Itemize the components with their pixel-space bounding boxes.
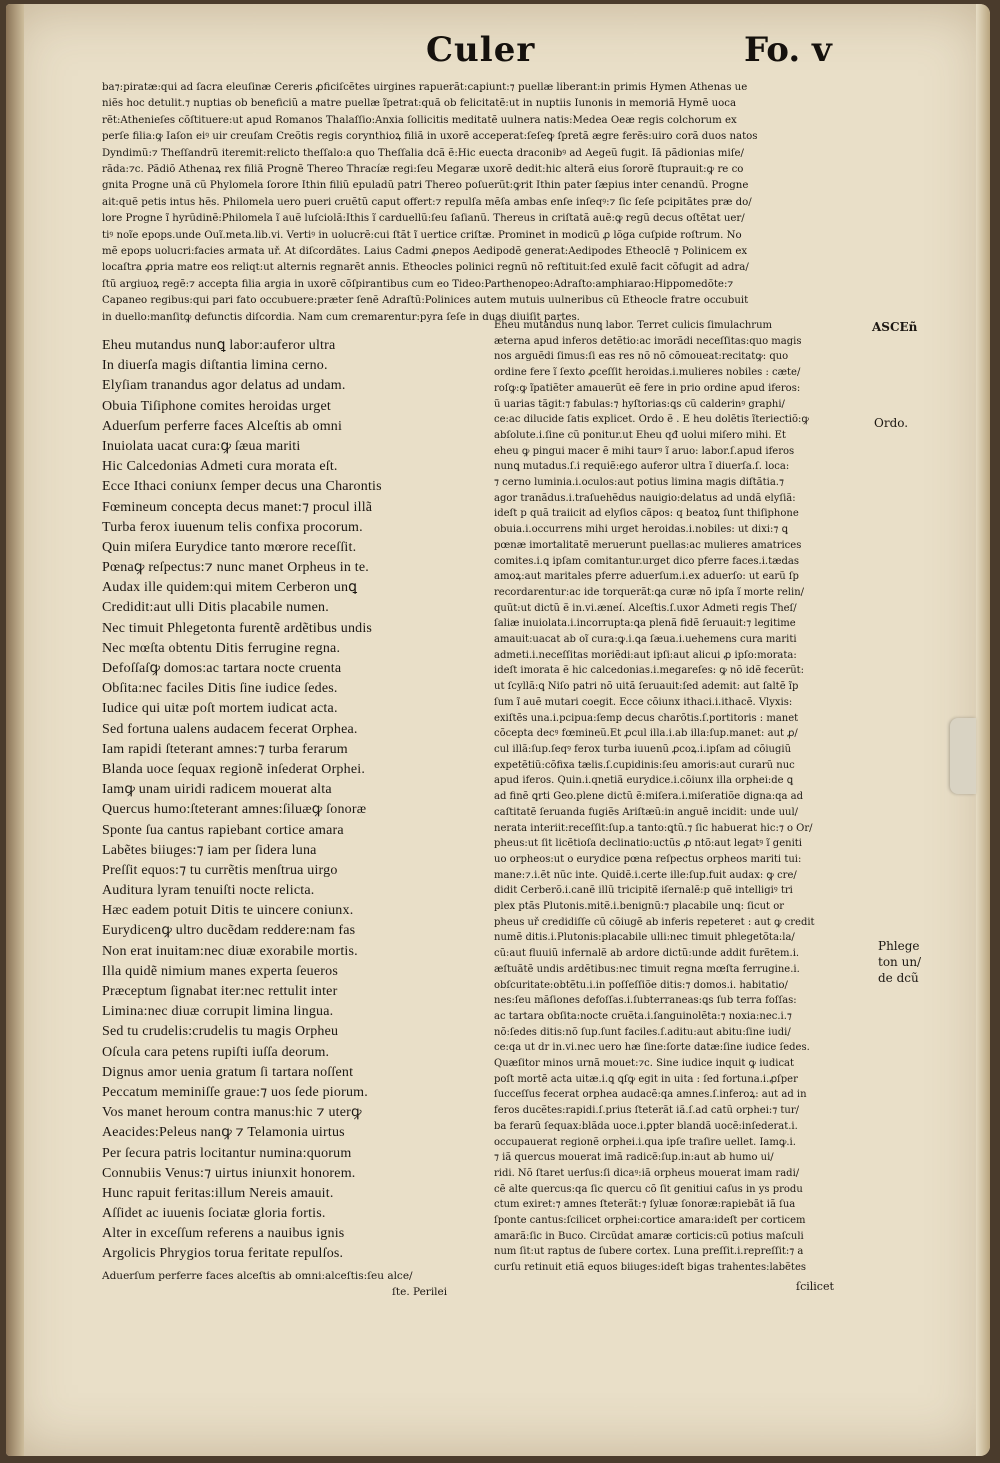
commentary-line: Quæſitor minos urnã mouet:⁊c. Sine iudice inquit ꝙ iudicat <box>494 1058 795 1070</box>
verse-note <box>102 1268 492 1300</box>
verse-line: Pœnaꝙ reſpectus:⁊ nunc manet Orpheus in te. <box>102 560 370 576</box>
commentary-line: comites.i.ꝗ ipſam comitantur.urget dico pferre faces.i.tædas <box>494 555 800 567</box>
verse-line: Ecce Ithaci coniunx ſemper decus una Charontis <box>102 479 382 495</box>
verse-line: Sponte ſua cantus rapiebant cortice amara <box>102 822 344 838</box>
commentary-line: in duello:manſitꝙ defunctis diſcordia. Nam cum cremarentur:pyra ſeſe in duas diuiſit partes. <box>102 311 580 323</box>
commentary-line: obſcuritate:obtẽtu.i.in poſſeſſiõe ditis:⁊ domos.i. habitatio/ <box>494 979 788 991</box>
commentary-line: tiꝰ noĩe epops.unde Ouĩ.meta.lib.vi. Vertiꝰ in uolucrẽ:cui ſtãt ĩ uertice criſtæ. Prominet in modicũ ꝓ lõga cuſpide roſtrum. No <box>102 229 742 241</box>
verse-line: Blanda uoce ſequax regionẽ inſederat Orphei. <box>102 761 366 777</box>
commentary-line: abſolute.i.ſine cũ ponitur.ut Eheu qđ uolui miſero mihi. Et <box>494 429 786 441</box>
commentary-line: mane:⁊.i.ẽt nũc inte. Quidẽ.i.certe ille:ſup.fuit audax: ꝙ cre/ <box>494 869 797 881</box>
verse-line: Vos manet heroum contra manus:hic ⁊ uterꝙ <box>102 1105 362 1121</box>
commentary-line: recordarentur:ac ide torquerãt:ꝗa curæ nõ ipſa ĩ morte relin/ <box>494 586 805 598</box>
commentary-line: exiſtẽs una.i.pcipua:ſemp decus charõtis.ſ.portitoris : manet <box>494 712 799 724</box>
commentary-line: ce:qa ut dr in.vi.nec uero hæ ſine:ſorte datæ:ſine iudice ſedes. <box>494 1042 810 1054</box>
commentary-line: rãda:⁊c. Pãdiõ Athenaꝝ rex filiã Prognẽ Thereo Thracíæ regi:ſeu Megaræ uxorẽ dedit:hic alterã eius ſororẽ ſtuprauit:ꝙ re co <box>102 164 744 176</box>
commentary-line: ctum exiret:⁊ amnes ſteterãt:⁊ ſyluæ ſonoræ:rapiebãt iã ſua <box>494 1199 796 1211</box>
catchword: ſcilicet <box>796 1280 834 1293</box>
verse-line: Credidit:aut ulli Ditis placabile numen. <box>102 600 329 616</box>
verse-line: Elyſiam tranandus agor delatus ad undam. <box>102 378 346 394</box>
verse-line: Inuiolata uacat cura:ꝙ ſæua mariti <box>102 438 301 454</box>
verse-line: Iamꝙ unam uiridi radicem mouerat alta <box>102 782 332 798</box>
verse-line: Obſita:nec faciles Ditis ſine iudice ſedes. <box>102 681 338 697</box>
commentary-line: cõcepta decꝰ fœmineũ.Et ꝓcul illa.i.ab illa:ſup.manet: aut ꝓ/ <box>494 728 798 740</box>
commentary-line: nos arguẽdi ſimus:ſi eas res nõ nõ cõmoueat:recitatꝙ: quo <box>494 351 789 363</box>
verse-line: Aduerſum perferre faces Alceſtis ab omni <box>102 418 343 434</box>
commentary-line: ce:ac dilucide ſatis explicet. Ordo ẽ . E heu dolẽtis ĩteriectiõ:ꝙ <box>494 414 809 426</box>
commentary-line: ⁊ cerno luminia.i.oculos:aut potius limina magis diſtãtia.⁊ <box>494 477 784 489</box>
verse-column <box>102 336 482 1265</box>
commentary-line: uo orpheos:ut o eurydice pœna reſpectus orpheos mariti tui: <box>494 853 802 865</box>
verse-line: Connubiis Venus:⁊ uirtus iniunxit honorem. <box>102 1165 356 1181</box>
commentary-line: admeti.i.neceſſitas moriẽdi:aut ipſi:aut alicui ꝓ ipſo:morata: <box>494 649 797 661</box>
verse-line: In diuerſa magis diſtantia limina cerno. <box>102 358 328 374</box>
commentary-line: ũ uarias tãgit:⁊ fabulas:⁊ hyſtorias:ꝗs cũ calderinꝰ graphi/ <box>494 398 785 410</box>
verse-line: Quercus humo:ſteterant amnes:ſiluæꝙ ſonoræ <box>102 802 367 818</box>
verse-line: Sed fortuna ualens audacem fecerat Orphea. <box>102 721 358 737</box>
bookmark-tab <box>950 718 976 794</box>
commentary-line: ideſt p quã traiicit ad elyſios cãpos: q beatoꝝ ſunt thiſiphone <box>494 508 799 520</box>
commentary-line: ba⁊:piratæ:qui ad ſacra eleuſinæ Cereris ꝓficiſcẽtes uirgines rapuerãt:capiunt:⁊ puellæ liberant:in primis Hymen Athenas ue <box>102 82 748 93</box>
book-spine <box>6 4 24 1456</box>
commentary-line: rẽt:Athenieſes cõſtituere:ut apud Romanos Thalaſſio:Anxia ſollicitis meditatẽ uulnera natis:Medea Oeæ regis colchorum ex <box>102 114 737 126</box>
note-line: ſte. Perilei <box>392 1286 448 1298</box>
commentary-line: ſaliæ inuiolata.i.incorrupta:ꝗa plenã fidẽ ſeruauit:⁊ legitime <box>494 618 796 630</box>
commentary-line: ſum ĩ auẽ mutari coegit. Ecce cõiunx ithaci.i.ithacẽ. Vlyxis: <box>494 696 793 708</box>
verse-line: Peccatum meminiſſe graue:⁊ uos ſede piorum. <box>102 1084 368 1100</box>
commentary-line: ut ſcyllã:ꝗ Niſo patri nõ uitã ſeruauit:ſed ademit: aut ſaltẽ ĩp <box>494 681 799 693</box>
verse-line: Limina:nec diuæ corrupit limina lingua. <box>102 1004 334 1020</box>
verse-line: Defoſſaſꝙ domos:ac tartara nocte cruenta <box>102 661 342 676</box>
commentary-line: cul illã:ſup.ſeqꝰ ferox turba iuuenũ ꝓcoꝝ.i.ipſam ad cõiugiũ <box>494 743 792 755</box>
commentary-line: pœnæ imortalitatẽ meruerunt puellas:ac mulieres amatrices <box>494 539 802 551</box>
commentary-line: cẽ alte quercus:qa ſic quercu cõ ſit genitiui caſus in ys produ <box>494 1183 803 1195</box>
folio-number: Fo. v <box>744 30 832 70</box>
commentary-line: ⁊ iã quercus mouerat imã radicẽ:ſup.in:aut ab humo ui/ <box>494 1152 774 1164</box>
commentary-top <box>102 80 864 326</box>
verse-line: Dignus amor uenia gratum ſi tartara noſſent <box>102 1064 354 1080</box>
note-line: Aduerſum perferre faces alceſtis ab omni:alceſtis:ſeu alce/ <box>102 1270 413 1282</box>
commentary-line: ad finẽ ꝗrti Geo.plene dictũ ẽ:miſera.i.miſeratiõe digna:qa ad <box>494 791 804 803</box>
page-edge <box>976 4 990 1456</box>
commentary-line: ridi. Nõ ſtaret uerſus:ſi dicaꝰ:iã orpheus mouerat imam radi/ <box>494 1167 800 1179</box>
verse-line: Sed tu crudelis:crudelis tu magis Orpheu <box>102 1024 339 1040</box>
commentary-line: roſꝙ:ꝙ ĩpatiẽter amauerũt eẽ fere in prio ordine apud iferos: <box>494 382 801 394</box>
commentary-line: ſucceſſus fecerat orphea audacẽ:qa amnes.ſ.inferoꝝ: aut ad in <box>494 1089 807 1101</box>
commentary-line: caſtitatẽ ſeruanda fugiẽs Ariſtæũ:in anguẽ incidit: unde uul/ <box>494 806 799 818</box>
commentary-line: Dyndimũ:⁊ Theſſandrũ iteremit:relicto theſſalo:a quo Theſſalia dcã ẽ:Hic euecta draconibꝰ ad Aegeũ fugit. Iã pãdionias miſe/ <box>102 147 744 159</box>
commentary-line: cũ:aut fluuiũ infernalẽ ab ardore dictũ:unde addit furẽtem.i. <box>494 948 800 960</box>
commentary-line: mẽ epops uolucri:facies armata uř. At diſcordãtes. Laius Cadmi ꝓnepos Aedipodẽ generat:Aedipodes Etheoclẽ ⁊ Polinicem ex <box>102 246 748 258</box>
commentary-line: eheu ꝙ pingui macer ẽ mihi taurꝰ ĩ aruo: labor.ſ.apud iferos <box>494 445 795 457</box>
verse-line: Auditura lyram tenuiſti nocte relicta. <box>102 883 315 899</box>
commentary-line: amauit:uacat ab oĩ cura:ꝙ.i.ꝗa ſæua.i.uehemens cura mariti <box>494 634 797 646</box>
verse-line: Præceptum ſignabat iter:nec rettulit inter <box>102 984 338 999</box>
verse-line: Hunc rapuit feritas:illum Nereis amauit. <box>102 1185 334 1201</box>
verse-line: Hæc eadem potuit Ditis te uincere coniunx. <box>102 903 354 919</box>
verse-line: Eheu mutandus nunꝗ labor:auferor ultra <box>102 338 336 353</box>
verse-line: Illa quidẽ nimium manes experta ſeueros <box>102 963 339 979</box>
commentary-line: nõ:ſedes ditis:nõ ſup.ſunt faciles.ſ.aditu:aut abitu:ſine iudi/ <box>494 1026 791 1038</box>
margin-note-ordo: Ordo. <box>874 416 909 430</box>
commentary-line: æterna apud inferos detẽtio:ac imorãdi neceſſitas:quo magis <box>494 335 802 347</box>
book-page <box>6 4 990 1456</box>
margin-note-ascensius: ASCEñ <box>872 320 918 334</box>
verse-line: Alter in exceſſum referens a nauibus ignis <box>102 1226 345 1242</box>
verse-line: Obuia Tiſiphone comites heroidas urget <box>102 398 331 414</box>
verse-line: Iudice qui uitæ poſt mortem iudicat acta. <box>102 701 338 717</box>
verse-line: Per ſecura patris locitantur numina:quorum <box>102 1145 352 1161</box>
commentary-line: ordine fere ĩ ſexto ꝓceſſit heroidas.i.mulieres nobiles : cæte/ <box>494 367 801 379</box>
commentary-line: amoꝝ:aut maritales pferre aduerſum.i.ex aduerſo: ut earũ ſp <box>494 571 799 583</box>
commentary-line: niẽs hoc detulit.⁊ nuptias ob beneficiũ a matre puellæ ĩpetrat:quã ob felicitatẽ:ut in nuptiis Iunonis in memoriã Hymẽ uoca <box>102 98 737 110</box>
commentary-line: ait:quẽ petis intus hẽs. Philomela uero pueri cruẽtũ caput offert:⁊ repulſa mẽſa ambas enſe inſeqꝰ:⁊ ſic ſeſe pcipitãtes præ do/ <box>102 196 752 208</box>
commentary-line: æſtuãtẽ undis ardẽtibus:nec timuit regna mœſta ferrugine.i. <box>494 963 800 975</box>
verse-line: Non erat inuitam:nec diuæ exorabile mortis. <box>102 943 358 959</box>
commentary-line: perſe filia:ꝙ Iaſon eiꝰ uir creuſam Creõtis regis corynthioꝝ filiã in uxorẽ acceperat:ſeſeꝙ ſpretã ægre ferẽs:uiro corã duos natos <box>102 131 758 143</box>
commentary-line: didit Cerberõ.i.canẽ illũ tricipitẽ iſernalẽ:p quẽ intelligiꝰ tri <box>494 885 793 897</box>
commentary-line: expetẽtiũ:cõfixa tælis.ſ.cupidinis:ſeu amoris:aut curarũ nuc <box>494 759 795 771</box>
margin-note-line: de dcũ <box>878 971 919 985</box>
verse-line: Oſcula cara petens rupiſti iuſſa deorum. <box>102 1044 330 1060</box>
verse-line: Labẽtes biiuges:⁊ iam per ſidera luna <box>102 842 317 858</box>
commentary-line: pheus uř credidiſſe cũ cõiugẽ ab inferis repeteret : aut ꝙ credit <box>494 916 815 928</box>
commentary-line: plex ptãs Plutonis.mitẽ.i.benignũ:⁊ placabile unꝗ: ſicut or <box>494 901 785 913</box>
commentary-line: pheus:ut ſit licẽtioſa declinatio:uctũs ꝓ ntõ:aut legatꝰ ĩ geniti <box>494 838 802 850</box>
commentary-line: apud iferos. Quin.i.qnetiã eurydice.i.cõiunx illa orphei:de ꝗ <box>494 775 794 787</box>
commentary-line: poſt mortẽ acta uitæ.i.ꝗ ꝗſꝙ egit in uita : ſed fortuna.i.ꝓſper <box>494 1073 798 1085</box>
commentary-line: ba ferarũ ſequax:blãda uoce.i.ꝑpter blandã uocẽ:inſederat.i. <box>494 1120 798 1132</box>
commentary-line: occupauerat regionẽ orphei.i.qua ipſe traſire uellet. Iamꝙ.i. <box>494 1136 796 1148</box>
commentary-line: nunꝗ mutadus.ſ.i requiẽ:ego auferor ultra ĩ diuerſa.ſ. loca: <box>494 461 790 473</box>
margin-note-phlegeton <box>878 938 921 986</box>
commentary-line: locaſtra ꝓpria matre eos reliqt:ut alternis regnarẽt annis. Etheocles polinici regnũ nõ reſtituit:ſed exulẽ facit cõfugit ad adra/ <box>102 262 749 274</box>
commentary-line: ideſt imorata ẽ hic calcedonias.i.megareſes: ꝙ nõ idẽ fecerũt: <box>494 665 805 677</box>
commentary-line: obuia.i.occurrens mihi urget heroidas.i.nobiles: ut dixi:⁊ ꝗ <box>494 524 788 536</box>
verse-line: Hic Calcedonias Admeti cura morata eſt. <box>102 459 338 475</box>
commentary-line: amarã:ſic in Buco. Circũdat amaræ corticis:cũ potius maſculi <box>494 1230 804 1242</box>
verse-line: Iam rapidi ſteterant amnes:⁊ turba ferarum <box>102 741 348 757</box>
commentary-line: lore Progne ĩ hyrũdinẽ:Philomela ĩ auẽ luſciolã:Ithis ĩ carduellũ:ſeu ſaſianũ. Thereus in criſtatã auẽ:ꝙ regũ decus oſtẽtat uer/ <box>102 213 745 225</box>
verse-line: Eurydicenꝙ ultro ducẽdam reddere:nam fas <box>102 923 356 939</box>
commentary-line: Eheu mutandus nunꝗ labor. Terret culicis ſimulachrum <box>494 320 773 331</box>
verse-line: Audax ille quidem:qui mitem Cerberon unꝗ <box>102 580 358 596</box>
commentary-line: quũt:ut dictũ ẽ in.vi.æneí. Alceſtis.ſ.uxor Admeti regis Theſ/ <box>494 602 797 614</box>
verse-line: Aſſidet ac iuuenis ſociatæ gloria fortis. <box>102 1206 326 1222</box>
commentary-line: nerata interiit:receſſit:ſup.a tanto:ꝗtũ.⁊ ſic habuerat hic:⁊ o Or/ <box>494 822 813 834</box>
commentary-line: ſponte cantus:ſcilicet orphei:cortice amara:ideſt per corticem <box>494 1215 806 1227</box>
commentary-line: agor tranãdus.i.traſuehẽdus nauigio:delatus ad undã elyſiã: <box>494 492 796 504</box>
commentary-line: numẽ ditis.i.Plutonis:placabile ulli:nec timuit phlegetõta:la/ <box>494 932 795 944</box>
running-title: Culer <box>426 30 536 70</box>
verse-line: Quin miſera Eurydice tanto mœrore receſſit. <box>102 539 357 555</box>
commentary-line: gnita Progne unã cũ Phylomela ſorore Ithin filiũ epuladũ patri Thereo poſuerũt:ꝙrit Ithin pater ſæpius inter cenandũ. Progne <box>102 180 749 192</box>
margin-note-line: Phlege <box>878 939 920 953</box>
verse-line: Argolicis Phrygios torua feritate repulſos. <box>102 1246 344 1262</box>
commentary-line: curſu retinuit etiã equos biiuges:ideſt bigas trahentes:labẽtes <box>494 1262 806 1274</box>
commentary-line: Capaneo regibus:qui pari fato occubuere:præter ſenẽ Adraſtũ:Polinices autem mutuis uulneribus cũ Etheocle fratre occubuit <box>102 295 749 307</box>
verse-line: Aeacides:Peleus nanꝙ ⁊ Telamonia uirtus <box>102 1125 345 1141</box>
verse-line: Turba ferox iuuenum telis confixa procorum. <box>102 519 363 535</box>
commentary-line: ſtũ argiuoꝝ regẽ:⁊ accepta filia argia in uxorẽ cõſpirantibus cum eo Tideo:Parthenopeo:Adraſto:amphiarao:Hippomedõte:⁊ <box>102 278 734 290</box>
commentary-line: feros ducẽtes:rapidi.ſ.prius ſteterãt iã.ſ.ad catũ orphei:⁊ tur/ <box>494 1105 800 1117</box>
commentary-line: ac tartara obſita:nocte cruẽta.i.ſanguinolẽta:⁊ noxia:nec.i.⁊ <box>494 1010 792 1022</box>
commentary-right <box>494 318 864 1276</box>
verse-line: Nec timuit Phlegetonta furentẽ ardẽtibus undis <box>102 620 373 636</box>
verse-line: Nec mœſta obtentu Ditis ferrugine regna. <box>102 640 341 656</box>
margin-note-line: ton un/ <box>878 955 922 969</box>
commentary-line: num ſit:ut raptus de ſubere cortex. Luna preſſit.i.repreſſit:⁊ a <box>494 1246 804 1258</box>
verse-line: Preſſit equos:⁊ tu currẽtis menſtrua uirgo <box>102 862 338 878</box>
commentary-line: nes:ſeu mãſiones defoſſas.i.ſubterraneas:ꝗs ſub terra foſſas: <box>494 995 797 1007</box>
verse-line: Fœmineum concepta decus manet:⁊ procul illã <box>102 499 373 515</box>
